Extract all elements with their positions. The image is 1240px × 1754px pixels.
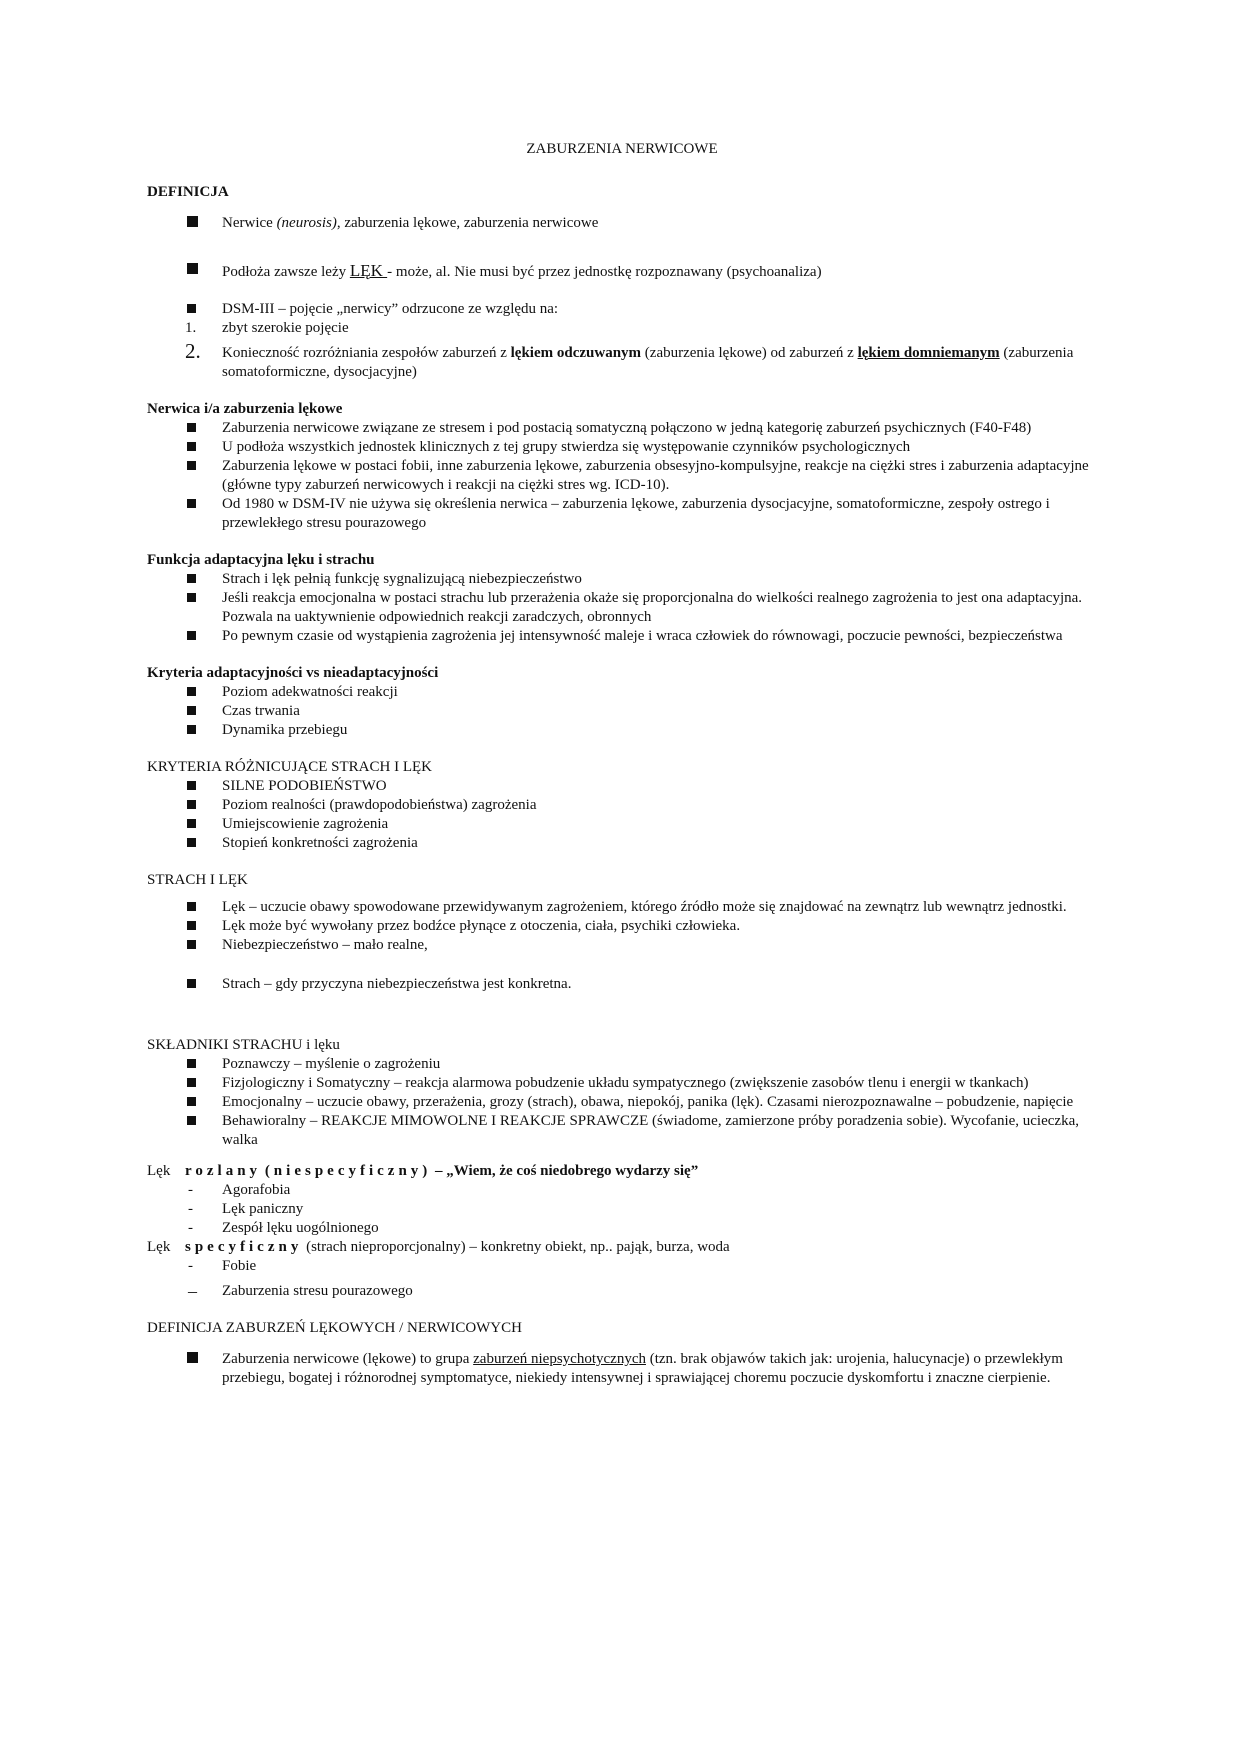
funkcja-list [147,570,1097,646]
document-title: ZABURZENIA NERWICOWE [526,141,718,157]
list-item: Poziom realności (prawdopodobieństwa) zagrożenia [147,796,1097,815]
document-page [147,140,1097,1388]
lek-specyficzny-list [147,1257,1097,1301]
list-item: – Zaburzenia stresu pourazowego [147,1282,1097,1301]
list-item: Po pewnym czasie od wystąpienia zagrożenia jej intensywność maleje i wraca człowiek do równowagi, poczucie pewności, bezpieczeństwa [147,627,1097,646]
list-item: Strach i lęk pełnią funkcję sygnalizującą niebezpieczeństwo [147,570,1097,589]
section-heading-strach-i-lek: STRACH I LĘK [147,872,248,888]
list-item: Umiejscowienie zagrożenia [147,815,1097,834]
list-item: Podłoża zawsze leży LĘK - może, al. Nie musi być przez jednostkę rozpoznawany (psychoanaliza) [147,261,1097,282]
list-item: Dynamika przebiegu [147,721,1097,740]
list-item: SILNE PODOBIEŃSTWO [147,777,1097,796]
list-item: Niebezpieczeństwo – mało realne, [147,936,1097,955]
list-item: - Fobie [147,1257,1097,1276]
section-heading-skladniki: SKŁADNIKI STRACHU i lęku [147,1037,340,1053]
list-item: Poziom adekwatności reakcji [147,683,1097,702]
list-item: Fizjologiczny i Somatyczny – reakcja alarmowa pobudzenie układu sympatycznego (zwiększenie zasobów tlenu i energii w tkankach) [147,1074,1097,1093]
list-item: Strach – gdy przyczyna niebezpieczeństwa jest konkretna. [147,975,1097,994]
strach-i-lek-list [147,898,1097,994]
kryteria-roznicujace-list [147,777,1097,853]
nerwica-list [147,419,1097,533]
lek-rozlany-line: Lęk rozlany (niespecyficzny) – „Wiem, że coś niedobrego wydarzy się” [147,1163,699,1179]
list-item: Zaburzenia lękowe w postaci fobii, inne zaburzenia lękowe, zaburzenia obsesyjno-kompulsyjne, reakcje na ciężki stres i zaburzenia adaptacyjne (główne typy zaburzeń nerwicowych i reakcji na ciężki stres wg. ICD-10). [147,457,1097,495]
numbered-item: 2. Konieczność rozróżniania zespołów zaburzeń z lękiem odczuwanym (zaburzenia lękowe) od zaburzeń z lękiem domniemanym (zaburzenia somatoformiczne, dysocjacyjne) [185,339,1074,380]
list-item: Od 1980 w DSM-IV nie używa się określenia nerwica – zaburzenia lękowe, zaburzenia dysocjacyjne, somatoformiczne, zespoły ostrego i przewlekłego stresu pourazowego [147,495,1097,533]
list-item: Stopień konkretności zagrożenia [147,834,1097,853]
list-item: Poznawczy – myślenie o zagrożeniu [147,1055,1097,1074]
section-heading-kryteria-adaptacyjnosci: Kryteria adaptacyjności vs nieadaptacyjności [147,665,439,681]
list-item: Lęk może być wywołany przez bodźce płynące z otoczenia, ciała, psychiki człowieka. [147,917,1097,936]
numbered-item: 1. zbyt szerokie pojęcie [185,320,349,336]
list-item: Behawioralny – REAKCJE MIMOWOLNE I REAKCJE SPRAWCZE (świadome, zamierzone próby poradzenia sobie). Wycofanie, ucieczka, walka [147,1112,1097,1150]
dsm-reasons-list [147,319,1097,382]
definicja-zaburzen-list [147,1350,1097,1388]
skladniki-list [147,1055,1097,1150]
lek-specyficzny-line: Lęk specyficzny (strach nieproporcjonalny) – konkretny obiekt, np.. pająk, burza, woda [147,1239,730,1255]
definicja-list-3 [147,300,1097,319]
list-item: Zaburzenia nerwicowe związane ze stresem i pod postacią somatyczną połączono w jedną kategorię zaburzeń psychicznych (F40-F48) [147,419,1097,438]
list-item: U podłoża wszystkich jednostek klinicznych z tej grupy stwierdza się występowanie czynników psychologicznych [147,438,1097,457]
section-heading-definicja-zaburzen: DEFINICJA ZABURZEŃ LĘKOWYCH / NERWICOWYCH [147,1320,522,1336]
section-heading-nerwica: Nerwica i/a zaburzenia lękowe [147,401,343,417]
list-item: DSM-III – pojęcie „nerwicy” odrzucone ze względu na: [147,300,1097,319]
section-heading-definicja: DEFINICJA [147,184,229,200]
kryteria-adaptacyjnosci-list [147,683,1097,740]
list-item: Lęk – uczucie obawy spowodowane przewidywanym zagrożeniem, którego źródło może się znajdować na zewnątrz lub wewnątrz jednostki. [147,898,1097,917]
section-heading-funkcja: Funkcja adaptacyjna lęku i strachu [147,552,375,568]
definicja-list-2 [147,261,1097,282]
list-item: - Lęk paniczny [147,1200,1097,1219]
list-item: - Agorafobia [147,1181,1097,1200]
section-heading-kryteria-roznicujace: KRYTERIA RÓŻNICUJĄCE STRACH I LĘK [147,759,433,775]
list-item: Czas trwania [147,702,1097,721]
list-item: Emocjonalny – uczucie obawy, przerażenia, grozy (strach), obawa, niepokój, panika (lęk). Czasami nierozpoznawalne – pobudzenie, napięcie [147,1093,1097,1112]
definicja-list [147,214,1097,233]
lek-rozlany-list [147,1181,1097,1238]
list-item: Nerwice (neurosis), zaburzenia lękowe, zaburzenia nerwicowe [147,214,1097,233]
list-item: - Zespół lęku uogólnionego [147,1219,1097,1238]
list-item: Zaburzenia nerwicowe (lękowe) to grupa zaburzeń niepsychotycznych (tzn. brak objawów takich jak: urojenia, halucynacje) o przewlekłym przebiegu, bogatej i różnorodnej symptomatyce, niekiedy intensywnej i sprawiającej choremu poczucie dyskomfortu i znaczne cierpienie. [147,1350,1097,1388]
list-item: Jeśli reakcja emocjonalna w postaci strachu lub przerażenia okaże się proporcjonalna do wielkości realnego zagrożenia to jest ona adaptacyjna. Pozwala na uaktywnienie odpowiednich reakcji zaradczych, obronnych [147,589,1097,627]
